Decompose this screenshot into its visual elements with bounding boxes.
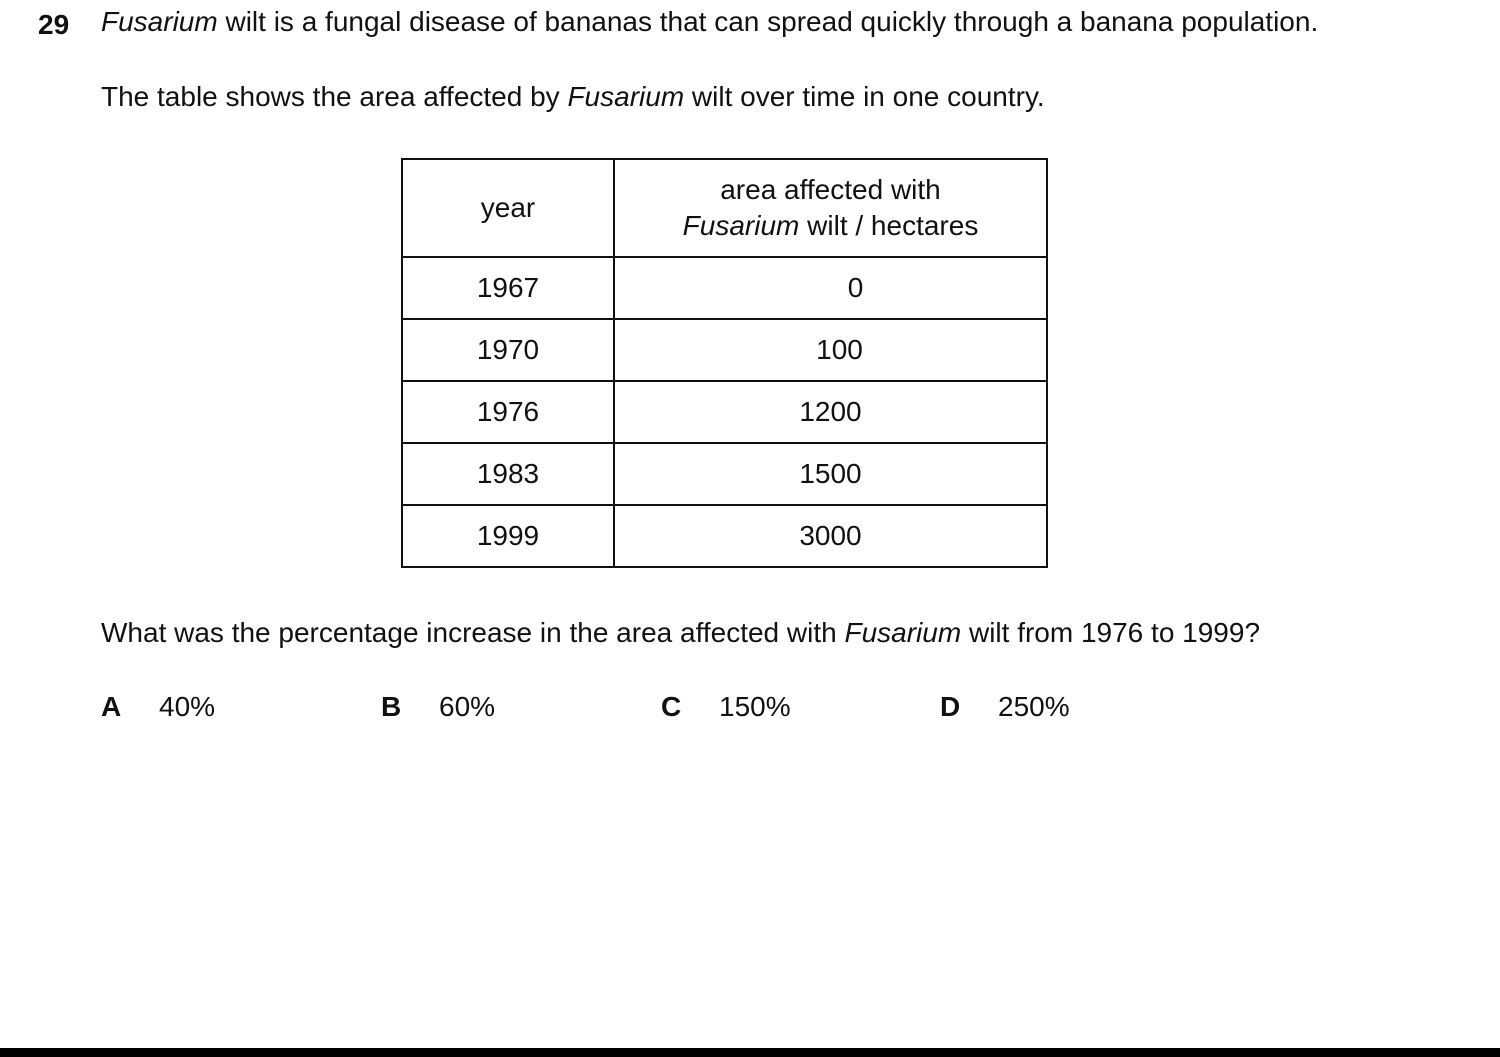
option-value: 40% xyxy=(159,691,216,722)
description-before: The table shows the area affected by xyxy=(101,81,568,112)
question-number: 29 xyxy=(38,9,70,40)
cell-area-value: 100 xyxy=(816,334,863,365)
option-c[interactable] xyxy=(661,690,791,724)
option-letter: D xyxy=(940,691,961,722)
cell-year: 1967 xyxy=(402,257,614,319)
table-row xyxy=(402,443,1047,505)
option-d[interactable] xyxy=(940,690,1070,724)
header-area-species: Fusarium xyxy=(682,210,800,241)
intro-text: wilt is a fungal disease of bananas that can spread quickly through a banana population. xyxy=(217,6,1319,37)
table-row xyxy=(402,257,1047,319)
option-letter: B xyxy=(381,691,402,722)
table-row xyxy=(402,381,1047,443)
header-area xyxy=(614,159,1047,257)
question-intro xyxy=(101,5,1318,39)
cell-year: 1970 xyxy=(402,319,614,381)
cell-area xyxy=(614,257,1047,319)
cell-year: 1983 xyxy=(402,443,614,505)
species-name: Fusarium xyxy=(101,6,218,37)
option-b[interactable] xyxy=(381,690,495,724)
page-footer-bar xyxy=(0,1048,1500,1057)
question-prompt xyxy=(101,616,1260,650)
option-letter: A xyxy=(101,691,122,722)
cell-year: 1999 xyxy=(402,505,614,567)
table-row xyxy=(402,319,1047,381)
cell-area: 1500 xyxy=(614,443,1047,505)
option-value: 60% xyxy=(439,691,496,722)
cell-area xyxy=(614,319,1047,381)
species-name: Fusarium xyxy=(844,617,962,648)
prompt-after: wilt from 1976 to 1999? xyxy=(961,617,1261,648)
header-area-unit: wilt / hectares xyxy=(799,210,979,241)
cell-year: 1976 xyxy=(402,381,614,443)
species-name: Fusarium xyxy=(567,81,685,112)
cell-area: 3000 xyxy=(614,505,1047,567)
option-a[interactable] xyxy=(101,690,215,724)
data-table xyxy=(401,158,1048,568)
cell-area: 1200 xyxy=(614,381,1047,443)
option-value: 250% xyxy=(998,691,1070,722)
description-after: wilt over time in one country. xyxy=(684,81,1045,112)
prompt-before: What was the percentage increase in the area affected with xyxy=(101,617,845,648)
header-area-line1: area affected with xyxy=(720,174,941,205)
option-value: 150% xyxy=(719,691,791,722)
header-year: year xyxy=(402,159,614,257)
table-row xyxy=(402,505,1047,567)
cell-area-value: 0 xyxy=(847,272,864,303)
option-letter: C xyxy=(661,691,682,722)
table-header-row xyxy=(402,159,1047,257)
table-description xyxy=(101,80,1045,114)
